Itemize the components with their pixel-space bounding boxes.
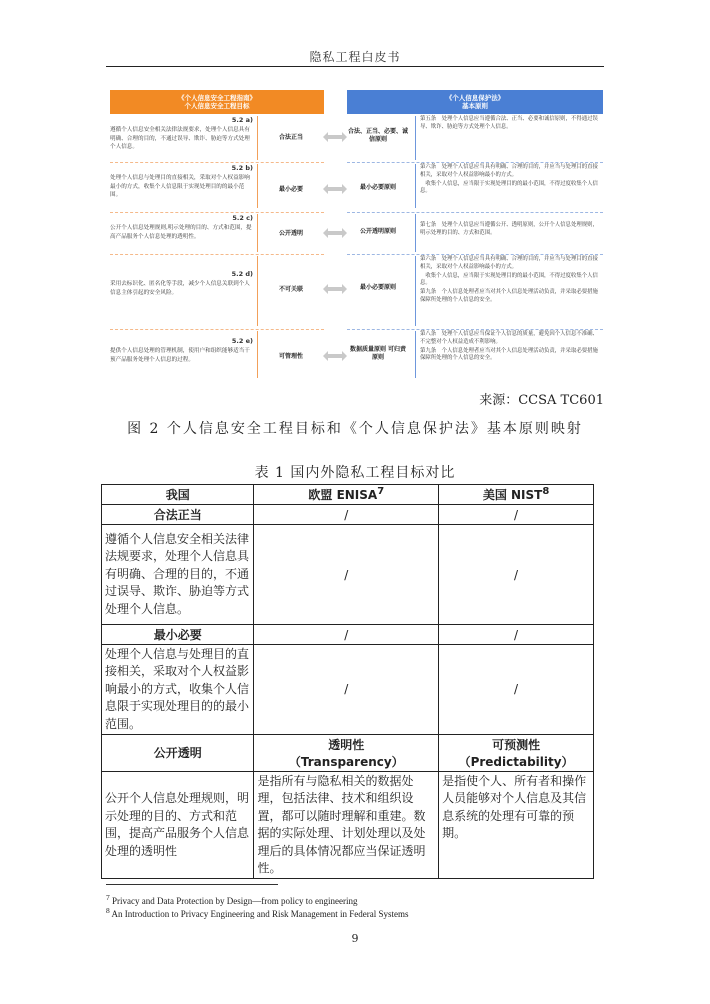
figure-divider-right xyxy=(347,212,603,213)
figure-row-article: 第九条 个人信息处理者应当对其个人信息处理活动负责，并采取必要措施保障所处理的个人信息的安全。 xyxy=(420,289,598,304)
figure-row-articles xyxy=(415,116,603,160)
section-title: 公开透明 xyxy=(102,734,254,771)
figure-divider-left xyxy=(110,162,324,163)
footnote-ref: 8 xyxy=(542,486,550,497)
cell-us: / xyxy=(439,525,594,625)
cell-eu: / xyxy=(254,525,439,625)
figure-row-tag: 公开透明 xyxy=(278,230,303,237)
figure-divider-left xyxy=(110,254,324,255)
figure-caption: 图 2 个人信息安全工程目标和《个人信息保护法》基本原则映射 xyxy=(127,421,583,437)
table-header-cn xyxy=(102,485,254,505)
figure-row-desc-cell xyxy=(110,214,258,252)
footnote-number: 7 xyxy=(106,893,110,902)
figure-row xyxy=(110,164,603,208)
figure-row-desc: 采用去标识化、匿名化等手段，减少个人信息关联到个人信息主体引起的安全风险。 xyxy=(110,281,250,296)
figure-row-tag: 可管理性 xyxy=(278,353,303,360)
figure-row-articles xyxy=(415,214,603,252)
footnote-ref: 7 xyxy=(377,486,385,497)
figure-row-desc-cell xyxy=(110,331,258,378)
figure-row-principle: 最小必要原则 xyxy=(359,284,396,291)
table-header-us xyxy=(439,485,594,505)
figure-row-desc: 提供个人信息处理的管理机制，使用户和组织能够适当干预产品服务处理个人信息的过程。 xyxy=(110,348,250,363)
figure-row-tag: 不可关联 xyxy=(278,286,303,293)
section-title: 最小必要 xyxy=(102,625,254,645)
section-title-us-en: （Predictability） xyxy=(458,754,574,769)
double-arrow-icon xyxy=(323,228,347,238)
figure-row-code: 5.2 a) xyxy=(231,116,253,124)
figure-row xyxy=(110,214,603,252)
figure-divider-right xyxy=(347,162,603,163)
figure-row-desc: 遵循个人信息安全相关法律法规要求，处理个人信息具有明确、合理的目的，不通过误导、欺诈、胁迫等方式处理个人信息。 xyxy=(110,127,250,150)
figure-row-article: 第五条 处理个人信息应当遵循合法、正当、必要和诚信原则，不得通过误导、欺诈、胁迫等方式处理个人信息。 xyxy=(420,116,598,130)
page-number: 9 xyxy=(351,932,359,945)
figure-right-header-line2: 基本原则 xyxy=(462,102,488,110)
figure-right-header-line1: 《个人信息保护法》 xyxy=(445,93,505,102)
cell-us: / xyxy=(439,645,594,735)
table-section-row xyxy=(102,625,594,645)
double-arrow-icon xyxy=(323,132,347,142)
cell-cn: 遵循个人信息安全相关法律法规要求，处理个人信息具有明确、合理的目的，不通过误导、欺诈、胁迫等方式处理个人信息。 xyxy=(102,525,254,625)
footnote xyxy=(106,893,357,906)
footnote-number: 8 xyxy=(106,906,110,915)
double-arrow-icon xyxy=(323,184,347,194)
header-label: 我国 xyxy=(165,488,190,502)
figure-row-article: 第九条 个人信息处理者应当对其个人信息处理活动负责，并采取必要措施保障所处理的个人信息的安全。 xyxy=(420,347,598,362)
figure-row-article: 第六条 处理个人信息应当具有明确、合理的目的，并应当与处理目的直接相关，采取对个人权益影响最小的方式。 xyxy=(420,256,598,270)
section-title-us xyxy=(439,734,594,771)
figure-row-code: 5.2 c) xyxy=(232,214,253,222)
table-header-eu xyxy=(254,485,439,505)
footnote-text: Privacy and Data Protection by Design—from policy to engineering xyxy=(112,896,358,906)
header-label: 欧盟 ENISA xyxy=(308,488,378,502)
figure-row-articles xyxy=(415,256,603,326)
figure-left-header xyxy=(110,90,324,114)
figure-row xyxy=(110,331,603,378)
comparison-table xyxy=(101,484,594,879)
header-rule xyxy=(106,66,604,67)
figure-row-desc-cell xyxy=(110,256,258,326)
cell-cn: 公开个人信息处理规则，明示处理的目的、方式和范围，提高产品服务个人信息处理的透明性 xyxy=(102,771,254,878)
figure-right-header xyxy=(347,90,603,114)
figure-row-article: 第六条 处理个人信息应当具有明确、合理的目的，并应当与处理目的直接相关，采取对个人权益影响最小的方式。 xyxy=(420,164,598,178)
figure-row-articles xyxy=(415,331,603,378)
table-row xyxy=(102,645,594,735)
figure-row-principle: 合法、正当、必要、诚信原则 xyxy=(347,128,408,143)
figure-row xyxy=(110,116,603,160)
double-arrow-icon xyxy=(323,284,347,294)
figure-row-article: 收集个人信息，应当限于实现处理目的的最小范围，不得过度收集个人信息。 xyxy=(420,272,598,287)
figure-row-tag: 合法正当 xyxy=(278,134,303,141)
double-arrow-icon xyxy=(323,351,347,361)
figure-row-desc-cell xyxy=(110,116,258,160)
figure-divider-left xyxy=(110,212,324,213)
figure-row-code: 5.2 e) xyxy=(231,337,253,345)
section-title-eu: / xyxy=(254,625,439,645)
figure-divider-right xyxy=(347,329,603,330)
section-title-eu: / xyxy=(254,505,439,525)
section-title-us: / xyxy=(439,505,594,525)
section-title-us: / xyxy=(439,625,594,645)
figure-row-desc-cell xyxy=(110,164,258,208)
figure-row-tag: 最小必要 xyxy=(278,186,303,193)
figure-row-code: 5.2 b) xyxy=(231,164,253,172)
figure-divider-left xyxy=(110,329,324,330)
cell-us: 是指使个人、所有者和操作人员能够对个人信息及其信息系统的处理有可靠的预期。 xyxy=(439,771,594,878)
footnote xyxy=(106,906,408,919)
table-section-row xyxy=(102,734,594,771)
figure-row-principle: 公开透明原则 xyxy=(359,228,396,235)
section-title-eu xyxy=(254,734,439,771)
mapping-figure xyxy=(110,90,603,378)
figure-row-principle: 最小必要原则 xyxy=(359,184,396,191)
cell-cn: 处理个人信息与处理目的直接相关，采取对个人权益影响最小的方式，收集个人信息限于实现处理目的的最小范围。 xyxy=(102,645,254,735)
figure-row xyxy=(110,256,603,326)
table-row xyxy=(102,525,594,625)
figure-row-article: 第七条 处理个人信息应当遵循公开、透明原则，公开个人信息处理规则，明示处理的目的、方式和范围。 xyxy=(420,222,598,236)
figure-left-header-line2: 个人信息安全工程目标 xyxy=(184,102,250,110)
section-title: 合法正当 xyxy=(102,505,254,525)
cell-eu: 是指所有与隐私相关的数据处理，包括法律、技术和组织设置，都可以随时理解和重建。数据的实际处理、计划处理以及处理后的具体情况都应当保证透明性。 xyxy=(254,771,439,878)
table-row xyxy=(102,771,594,878)
figure-row-article: 收集个人信息，应当限于实现处理目的的最小范围，不得过度收集个人信息。 xyxy=(420,180,598,195)
figure-row-desc: 公开个人信息处理规则,明示处理的目的、方式和范围，提高产品服务个人信息处理的透明性。 xyxy=(110,225,252,240)
figure-divider-right xyxy=(347,254,603,255)
cell-eu: / xyxy=(254,645,439,735)
header-label: 美国 NIST xyxy=(482,488,543,502)
figure-row-article: 第八条 处理个人信息应当保证个人信息的质量，避免因个人信息不准确、不完整对个人权益造成不利影响。 xyxy=(420,331,598,345)
table-section-row xyxy=(102,505,594,525)
figure-row-articles xyxy=(415,164,603,208)
figure-row-principle: 数据质量原则 可归责原则 xyxy=(349,346,407,361)
running-header: 隐私工程白皮书 xyxy=(309,50,401,64)
footnote-rule xyxy=(106,884,278,885)
table-caption: 表 1 国内外隐私工程目标对比 xyxy=(254,465,456,481)
section-title-eu-cn: 透明性 xyxy=(328,737,365,752)
source-note: 来源：CCSA TC601 xyxy=(479,393,604,408)
section-title-us-cn: 可预测性 xyxy=(492,737,541,752)
table-header-row xyxy=(102,485,594,505)
figure-left-header-line1: 《个人信息安全工程指南》 xyxy=(178,93,256,102)
figure-row-code: 5.2 d) xyxy=(231,270,253,278)
figure-row-desc: 处理个人信息与处理目的直接相关，采取对个人权益影响最小的方式，收集个人信息限于实现处理目的的最小范围。 xyxy=(110,175,250,198)
footnote-text: An Introduction to Privacy Engineering and Risk Management in Federal Systems xyxy=(111,909,409,919)
section-title-eu-en: （Transparency） xyxy=(288,754,404,769)
